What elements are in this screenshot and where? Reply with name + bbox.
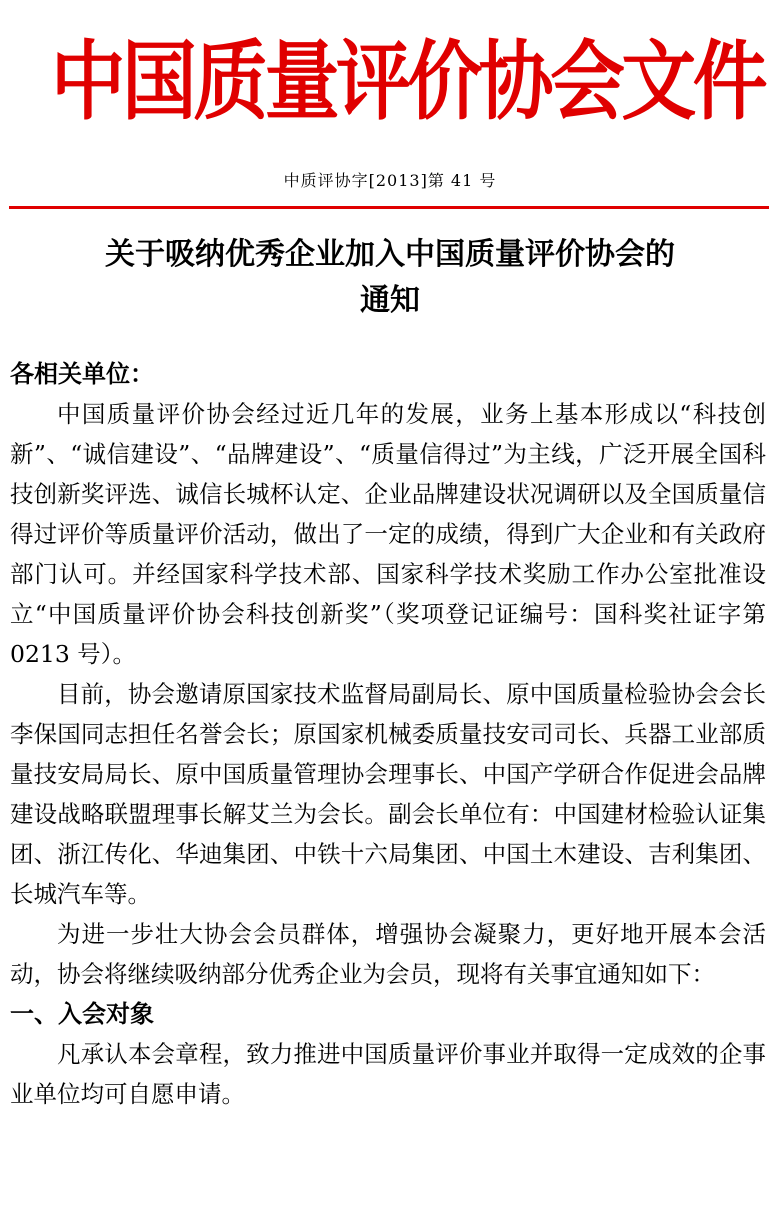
section-1-text: 凡承认本会章程，致力推进中国质量评价事业并取得一定成效的企事业单位均可自愿申请。	[10, 1040, 766, 1108]
salutation: 各相关单位：	[10, 360, 154, 388]
masthead-title: 中国质量评价协会文件	[50, 32, 765, 132]
paragraph-2: 目前，协会邀请原国家技术监督局副局长、原中国质量检验协会会长李保国同志担任名誉会长；原国家机械委质量技安司司长、兵器工业部质量技安局局长、原中国质量管理协会理事长、中国产学研合作促进会品牌建设战略联盟理事长解艾兰为会长。副会长单位有：中国建材检验认证集团、浙江传化、华迪集团、中铁十六局集团、中国土木建设、吉利集团、长城汽车等。	[10, 680, 766, 908]
notice-title-line-2: 通知	[360, 283, 420, 318]
paragraph-1: 中国质量评价协会经过近几年的发展，业务上基本形成以“科技创新”、“诚信建设”、“品牌建设”、“质量信得过”为主线，广泛开展全国科技创新奖评选、诚信长城杯认定、企业品牌建设状况调研以及全国质量信得过评价等质量评价活动，做出了一定的成绩，得到广大企业和有关政府部门认可。并经国家科学技术部、国家科学技术奖励工作办公室批准设立“中国质量评价协会科技创新奖”（奖项登记证编号：国科奖社证字第 0213 号）。	[10, 400, 766, 668]
notice-title-line-1: 关于吸纳优秀企业加入中国质量评价协会的	[105, 237, 675, 272]
document-number: 中质评协字[2013]第 41 号	[283, 171, 497, 190]
red-divider-line	[9, 206, 769, 209]
notice-body	[10, 354, 766, 1114]
paragraph-3: 为进一步壮大协会会员群体，增强协会凝聚力，更好地开展本会活动，协会将继续吸纳部分优秀企业为会员，现将有关事宜通知如下：	[10, 920, 766, 988]
section-1-heading: 一、入会对象	[10, 1000, 154, 1028]
notice-title	[0, 232, 780, 324]
